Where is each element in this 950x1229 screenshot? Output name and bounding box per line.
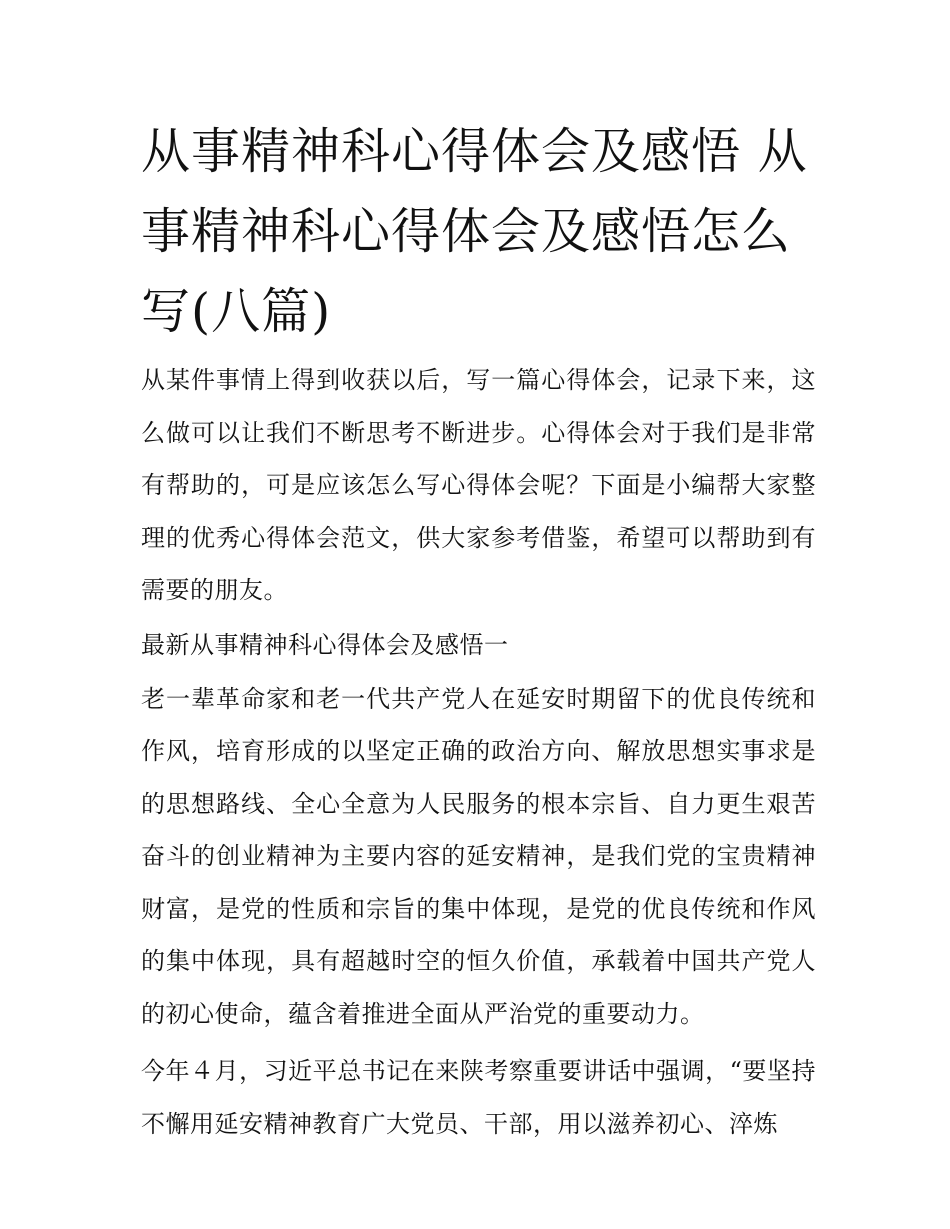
document-title: 从事精神科心得体会及感悟 从事精神科心得体会及感悟怎么写(八篇) — [141, 123, 808, 340]
document-body — [141, 354, 816, 1155]
body-paragraph-2: 今年４月，习近平总书记在来陕考察重要讲话中强调，“要坚持不懈用延安精神教育广大党员、干部，用以滋养初心、淬炼 — [141, 1057, 816, 1138]
intro-paragraph: 从某件事情上得到收获以后，写一篇心得体会，记录下来，这么做可以让我们不断思考不断进步。心得体会对于我们是非常有帮助的，可是应该怎么写心得体会呢？下面是小编帮大家整理的优秀心得体会范文，供大家参考借鉴，希望可以帮助到有需要的朋友。 — [141, 366, 816, 604]
section-heading: 最新从事精神科心得体会及感悟一 — [141, 630, 509, 659]
body-paragraph-1: 老一辈革命家和老一代共产党人在延安时期留下的优良传统和作风，培育形成的以坚定正确的政治方向、解放思想实事求是的思想路线、全心全意为人民服务的根本宗旨、自力更生艰苦奋斗的创业精神为主要内容的延安精神，是我们党的宝贵精神财富，是党的性质和宗旨的集中体现，是党的优良传统和作风的集中体现，具有超越时空的恒久价值，承载着中国共产党人的初心使命，蕴含着推进全面从严治党的重要动力。 — [141, 684, 816, 1028]
